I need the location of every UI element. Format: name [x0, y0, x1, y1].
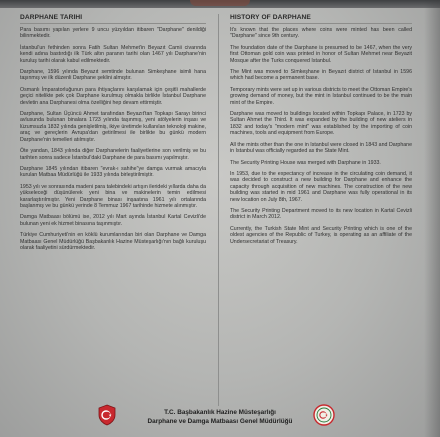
right-paragraph-5: Darphane was moved to buildings located within Topkapı Palace, in 1723 by Sultan Ahmet the Third. It was expanded by the building of new ateliers in 1832 and today's "modern mint" was established by the importing of coin machines, tools and equipment from Europe.	[230, 111, 412, 137]
left-paragraph-4: Osmanlı İmparatorluğunun para ihtiyaçlarını karşılamak için çeşitli mahallerde geçici nitelikte pek çok Darphane kurulmuş olmakla birlikte İstanbul Darphane devletin ana Darphanesi olma özelliğini hep devam ettirmiştir.	[20, 86, 206, 106]
left-paragraph-9: Damga Matbaası bölümü ise, 2012 yılı Mart ayında İstanbul Kartal Cevizli'de bulunan yeni ek hizmet binasına taşınmıştır.	[20, 214, 206, 227]
left-column-turkish	[14, 14, 208, 406]
footer-text	[120, 408, 320, 426]
right-paragraph-8: In 1953, due to the expectancy of increase in the circulating coin demand, it was decided to construct a new building for Darphane and enhance the capacity through acquisition of new machines. The construction of the new building was started in mid 1961 and Darphane was fully operational in its new location on July 8th, 1967.	[230, 170, 412, 203]
top-notch	[190, 0, 250, 6]
left-paragraph-8: 1953 yılı ve sonrasında madeni para talebindeki artışın ilerideki yıllarda daha da yükseleceği düşünülerek yeni bina ve makinelerin temin edilmesi kararlaştırılmıştır. Yeni Darphane binası inşaatına 1961 yılı ortalarında başlanmış ve bu günkü yerinde 8 Temmuz 1967 tarihinde hizmete alınmıştır.	[20, 183, 206, 209]
left-paragraph-10: Türkiye Cumhuriyeti'nin en köklü kurumlarından biri olan Darphane ve Damga Matbaası Genel Müdürlüğü Başbakanlık Hazine Müsteşarlığı'nın bağlı kuruluşu olarak faaliyetini sürdürmektedir.	[20, 232, 206, 251]
left-paragraph-2: İstanbul'un fethinden sonra Fatih Sultan Mehmet'in Beyazıt Camii civarında kendi adına bastırdığı ilk Türk altın paranın tarihi olan 1467 yılı Darphane'nin kuruluş tarihi olarak kabul edilmektedir.	[20, 44, 206, 64]
column-divider	[218, 14, 219, 406]
left-paragraph-6: Öte yandan, 1843 yılında diğer Darphanelerin faaliyetlerine son verilmiş ve bu tarihten sonra sadece İstanbul'daki Darphane de para basımı yapılmıştır.	[20, 148, 206, 161]
right-paragraph-3: The Mint was moved to Simkeşhane in Beyazıt district of Istanbul in 1596 which had become a permanent base.	[230, 69, 412, 82]
footer	[0, 402, 440, 437]
right-column-title: HISTORY OF DARPHANE	[230, 14, 412, 24]
right-paragraph-7: The Security Printing House was merged with Darphane in 1933.	[230, 159, 381, 166]
right-edge-shadow	[424, 0, 440, 437]
footer-directorate: Darphane ve Damga Matbaası Genel Müdürlüğü	[147, 418, 293, 425]
right-paragraph-1: It's known that the places where coins were minted has been called "Darphane" since 9th century.	[230, 27, 412, 40]
right-paragraph-9: The Security Printing Department moved to its new location in Kartal Cevizli district in March 2012.	[230, 207, 412, 221]
left-paragraph-1: Para basımı yapılan yerlere 9 uncu yüzyıldan itibaren "Darphane" denildiği bilinmektedir.	[20, 27, 206, 40]
left-paragraph-5: Darphane, Sultan Üçüncü Ahmet tarafından Beyazıt'tan Topkapı Sarayı birinci avlusunda bulunan binalara 1723 yılında taşınmış, yeni atölyelerin inşası ve lüzumsuzla 1832 yılında genişletilmiş, ikiye üretimde kullanılan teknoloji makine, araç ve gereçlerin Avrupa'dan getirilmesi ile birlikte bu günkü modern Darphane'nin temelleri atılmıştır.	[20, 111, 206, 143]
right-paragraph-4: Temporary mints were set up in various districts to meet the Ottoman Empire's growing demand of money, but the mint in Istanbul continued to be the main mint of the Empire.	[230, 86, 412, 106]
right-paragraph-2: The foundation date of the Darphane is presumed to be 1467, when the very first Ottoman gold coin was printed in honor of Sultan Mehmet near Beyazit Mosque after the Turks conquered Istanbul.	[230, 44, 412, 64]
right-paragraph-6: All the mints other than the one in Istanbul were closed in 1843 and Darphane in Istanbul was officially regarded as the State Mint.	[230, 141, 412, 155]
footer-ministry: T.C. Başbakanlık Hazine Müsteşarlığı	[164, 409, 276, 416]
right-paragraph-10: Currently, the Turkish State Mint and Security Printing which is one of the oldest agencies of the Republic of Turkey, is operating as an affiliate of the Undersecretariat of Treasury.	[230, 225, 412, 245]
right-column-english	[224, 14, 418, 406]
left-paragraph-3: Darphane, 1596 yılında Beyazıt semtinde bulunan Simkeşhane isimli hana taşınmış ve ilk düzenli Darphane şeklini almıştır.	[20, 69, 206, 82]
mint-seal-icon	[313, 404, 335, 426]
left-column-title: DARPHANE TARİHİ	[20, 14, 206, 24]
left-paragraph-7: Darphane 1845 yılından itibaren "evrak-ı sahihe"ye damga vurmak amacıyla kurulan Matbaa Müdürlüğü ile 1933 yılında birleştirilmiştir.	[20, 165, 206, 179]
